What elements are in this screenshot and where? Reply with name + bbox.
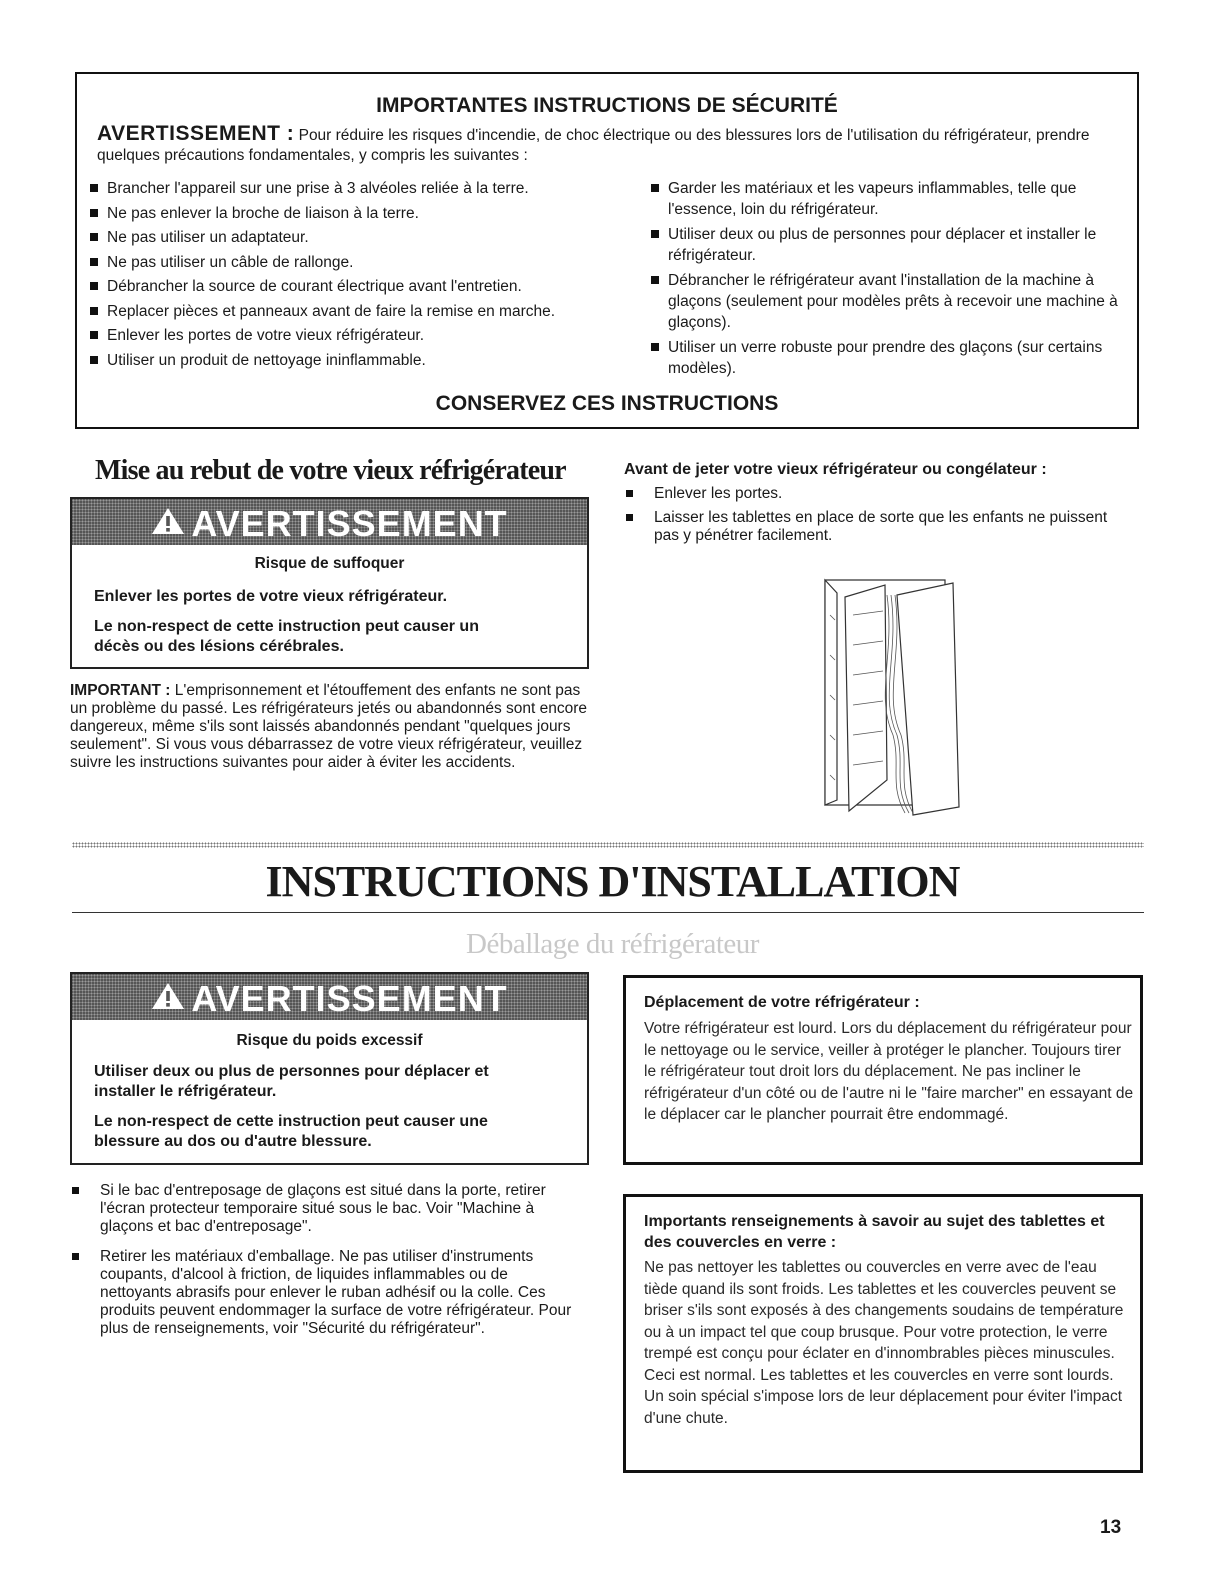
warning-banner (72, 974, 587, 1020)
important-label: IMPORTANT : (70, 682, 171, 699)
glass-shelves-box (623, 1194, 1143, 1473)
important-paragraph (70, 682, 590, 772)
list-item: Utiliser deux ou plus de personnes pour déplacer et installer le réfrigérateur. (650, 224, 1120, 266)
safety-warning-label: AVERTISSEMENT : (97, 122, 295, 145)
moving-refrigerator-box (623, 975, 1143, 1165)
list-item: Enlever les portes de votre vieux réfrigérateur. (89, 325, 644, 346)
moving-text: Votre réfrigérateur est lourd. Lors du déplacement du réfrigérateur pour le nettoyage ou le service, veiller à protéger le plancher. Toujours tirer le réfrigérateur tout droit lors du déplacement. Ne pas incliner le réfrigérateur d'un côté ou de l'autre ni le "faire marcher" en essayant de le déplacer car le plancher pourrait être endommagé. (644, 1020, 1134, 1123)
list-item: Débrancher le réfrigérateur avant l'installation de la machine à glaçons (seulement pour modèles prêts à recevoir une machine à glaçons). (650, 270, 1120, 333)
disposal-title: Mise au rebut de votre vieux réfrigérateur (95, 455, 566, 486)
weight-warning-box (70, 972, 589, 1165)
safety-instructions-box (75, 72, 1139, 429)
unpacking-list (70, 1182, 575, 1338)
list-item: Brancher l'appareil sur une prise à 3 alvéoles reliée à la terre. (89, 178, 644, 199)
list-item: Retirer les matériaux d'emballage. Ne pas utiliser d'instruments coupants, d'alcool à friction, de liquides inflammables ou de nettoyants abrasifs pour enlever le ruban adhésif ou la colle. Ces produits peuvent endommager la surface de votre réfrigérateur. Pour plus de renseignements, voir "Sécurité du réfrigérateur". (70, 1248, 575, 1338)
list-item: Replacer pièces et panneaux avant de faire la remise en marche. (89, 301, 644, 322)
before-disposal-list (624, 485, 1124, 545)
list-item: Ne pas enlever la broche de liaison à la terre. (89, 203, 644, 224)
warning-banner-label: AVERTISSEMENT (191, 503, 508, 544)
refrigerator-doors-removed-illustration (805, 575, 980, 820)
warning-triangle-icon (151, 978, 185, 1020)
suffocation-warning-box (70, 497, 589, 669)
section-divider (72, 842, 1144, 848)
list-item: Ne pas utiliser un câble de rallonge. (89, 252, 644, 273)
warning-instruction: Enlever les portes de votre vieux réfrigérateur. (94, 588, 448, 605)
warning-instruction: Utiliser deux ou plus de personnes pour déplacer et installer le réfrigérateur. (94, 1063, 489, 1100)
safety-warning-paragraph (97, 124, 1127, 166)
list-item: Ne pas utiliser un adaptateur. (89, 227, 644, 248)
list-item: Utiliser un produit de nettoyage ininflammable. (89, 350, 644, 371)
warning-hazard: Risque du poids excessif (236, 1032, 423, 1049)
unpacking-subtitle: Déballage du réfrigérateur (466, 928, 759, 960)
glass-heading: Importants renseignements à savoir au sujet des tablettes et des couvercles en verre : (644, 1213, 1105, 1251)
list-item: Enlever les portes. (624, 485, 1124, 503)
warning-consequence: Le non-respect de cette instruction peut causer un décès ou des lésions cérébrales. (94, 618, 479, 655)
page-number: 13 (1100, 1517, 1122, 1538)
warning-consequence: Le non-respect de cette instruction peut causer une blessure au dos ou d'autre blessure. (94, 1113, 488, 1150)
safety-left-list (89, 178, 644, 374)
safety-footer: CONSERVEZ CES INSTRUCTIONS (435, 392, 779, 415)
list-item: Débrancher la source de courant électrique avant l'entretien. (89, 276, 644, 297)
safety-warning-text: Pour réduire les risques d'incendie, de choc électrique ou des blessures lors de l'utilisation du réfrigérateur, prendre quelques précautions fondamentales, y compris les suivantes : (97, 127, 1090, 164)
title-rule (72, 912, 1144, 913)
list-item: Utiliser un verre robuste pour prendre des glaçons (sur certains modèles). (650, 337, 1120, 379)
warning-hazard: Risque de suffoquer (254, 555, 405, 572)
moving-heading: Déplacement de votre réfrigérateur : (644, 994, 920, 1011)
list-item: Garder les matériaux et les vapeurs inflammables, telle que l'essence, loin du réfrigérateur. (650, 178, 1120, 220)
glass-text: Ne pas nettoyer les tablettes ou couvercles en verre avec de l'eau tiède quand ils sont froids. Les tablettes et les couvercles peuvent se briser s'ils sont exposés à des changements soudains de température ou à un impact tel que coup brusque. Pour votre protection, le verre trempé est conçu pour éclater en d'innombrables pièces minuscules. Ceci est normal. Les tablettes et les couvercles en verre sont lourds. Un soin spécial s'impose lors de leur déplacement pour éviter l'impact d'une chute. (644, 1259, 1124, 1427)
list-item: Si le bac d'entreposage de glaçons est situé dans la porte, retirer l'écran protecteur temporaire situé sous le bac. Voir "Machine à glaçons et bac d'entreposage". (70, 1182, 575, 1236)
installation-title: INSTRUCTIONS D'INSTALLATION (265, 857, 960, 906)
important-text: L'emprisonnement et l'étouffement des enfants ne sont pas un problème du passé. Les réfrigérateurs jetés ou abandonnés sont encore dangereux, même s'ils sont laissés abandonnés pendant "quelques jours seulement". Si vous vous débarrassez de votre vieux réfrigérateur, veuillez suivre les instructions suivantes pour aider à éviter les accidents. (70, 682, 588, 771)
list-item: Laisser les tablettes en place de sorte que les enfants ne puissent pas y pénétrer facilement. (624, 509, 1124, 545)
warning-banner (72, 499, 587, 545)
before-disposal-heading: Avant de jeter votre vieux réfrigérateur ou congélateur : (624, 461, 1047, 478)
warning-triangle-icon (151, 503, 185, 545)
warning-banner-label: AVERTISSEMENT (191, 978, 508, 1019)
safety-title: IMPORTANTES INSTRUCTIONS DE SÉCURITÉ (376, 94, 838, 117)
safety-right-list (650, 178, 1120, 383)
